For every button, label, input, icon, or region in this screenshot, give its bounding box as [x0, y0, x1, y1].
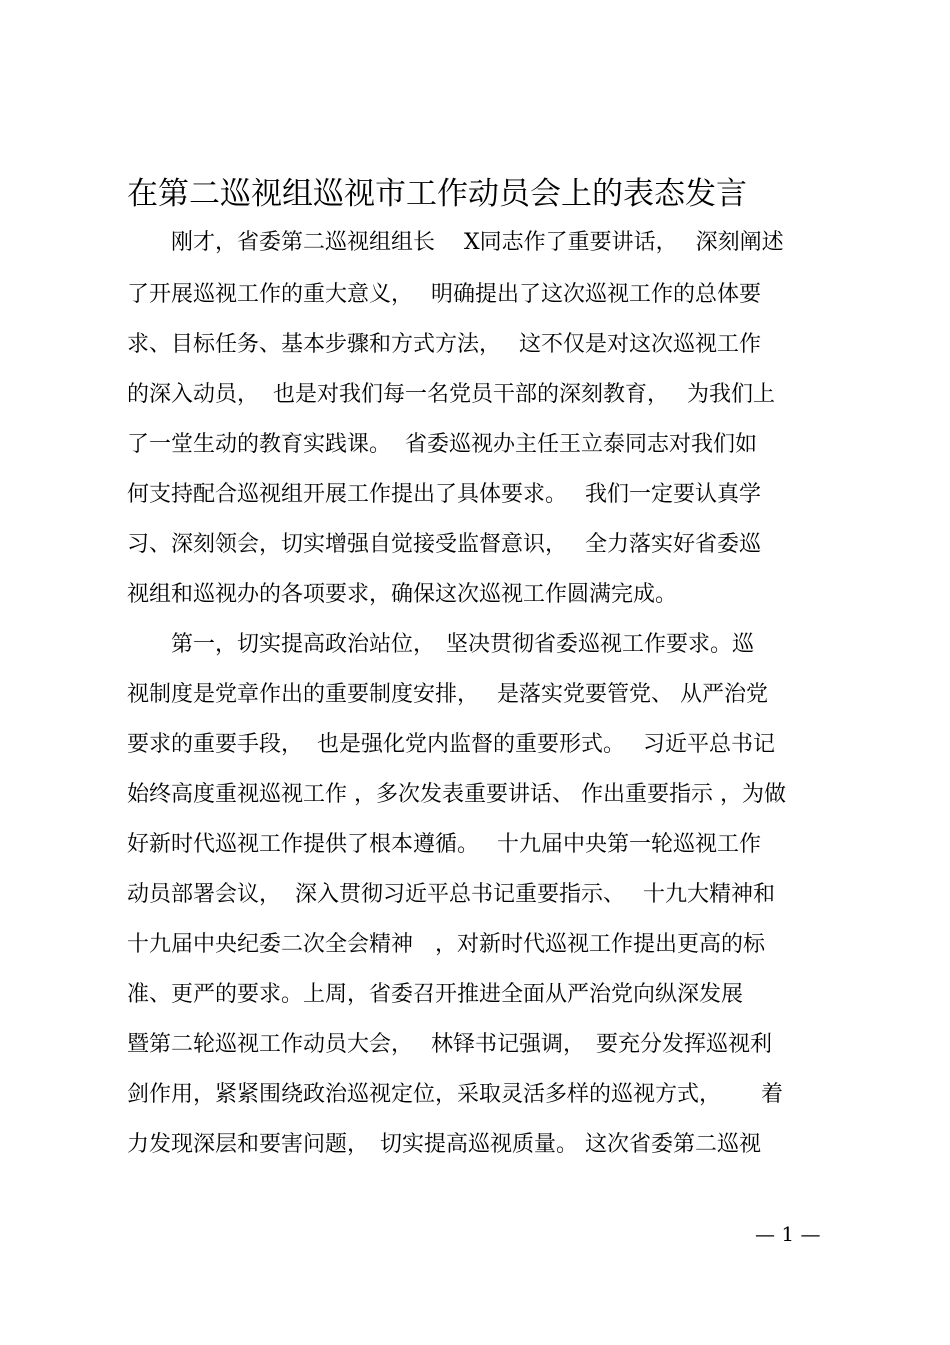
- paragraph-line: 习、深刻领会，切实增强自觉接受监督意识， 全力落实好省委巡: [127, 532, 761, 557]
- paragraph-line: 力发现深层和要害问题， 切实提高巡视质量。 这次省委第二巡视: [127, 1132, 761, 1157]
- paragraph-line: 了一堂生动的教育实践课。 省委巡视办主任王立泰同志对我们如: [127, 432, 757, 457]
- paragraph-line: 剑作用，紧紧围绕政治巡视定位，采取灵活多样的巡视方式， 着: [127, 1082, 783, 1107]
- document-title: 在第二巡视组巡视市工作动员会上的表态发言: [127, 176, 747, 212]
- paragraph-line: 暨第二轮巡视工作动员大会， 林铎书记强调， 要充分发挥巡视利: [127, 1032, 772, 1057]
- paragraph-line: 了开展巡视工作的重大意义， 明确提出了这次巡视工作的总体要: [127, 282, 761, 307]
- paragraph-line: 准、更严的要求。上周，省委召开推进全面从严治党向纵深发展: [127, 982, 744, 1007]
- paragraph-line: 刚才，省委第二巡视组组长 X同志作了重要讲话， 深刻阐述: [127, 230, 784, 255]
- paragraph-line: 视组和巡视办的各项要求，确保这次巡视工作圆满完成。: [127, 582, 678, 607]
- paragraph-line: 视制度是党章作出的重要制度安排， 是落实党要管党、 从严治党: [127, 682, 768, 707]
- paragraph-line: 十九届中央纪委二次全会精神 ，对新时代巡视工作提出更高的标: [127, 932, 766, 957]
- paragraph-line: 第一，切实提高政治站位， 坚决贯彻省委巡视工作要求。巡: [127, 632, 755, 657]
- paragraph-line: 求、目标任务、基本步骤和方式方法， 这不仅是对这次巡视工作: [127, 332, 761, 357]
- paragraph-line: 始终高度重视巡视工作 ，多次发表重要讲话、 作出重要指示 ，为做: [127, 782, 786, 807]
- paragraph-line: 动员部署会议， 深入贯彻习近平总书记重要指示、 十九大精神和: [127, 882, 775, 907]
- paragraph-line: 要求的重要手段， 也是强化党内监督的重要形式。 习近平总书记: [127, 732, 775, 757]
- paragraph-line: 何支持配合巡视组开展工作提出了具体要求。 我们一定要认真学: [127, 482, 761, 507]
- paragraph-line: 的深入动员， 也是对我们每一名党员干部的深刻教育， 为我们上: [127, 382, 775, 407]
- paragraph-line: 好新时代巡视工作提供了根本遵循。 十九届中央第一轮巡视工作: [127, 832, 761, 857]
- page-number: — 1 —: [755, 1222, 821, 1246]
